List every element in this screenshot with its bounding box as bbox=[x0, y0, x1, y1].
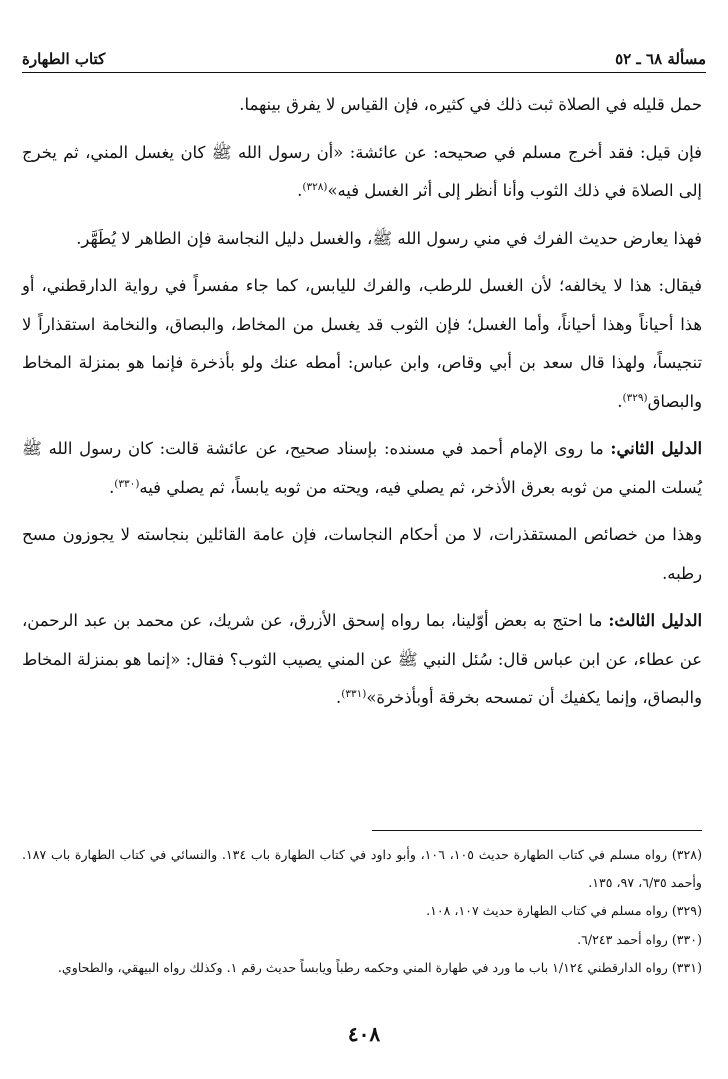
footnote-ref-330[interactable]: (٣٣٠) bbox=[114, 477, 140, 490]
paragraph-4-end: . bbox=[617, 391, 623, 411]
paragraph-6-text: وهذا من خصائص المستقذرات، لا من أحكام النجاسات، فإن عامة القائلين بنجاسته لا يجوزون مسح رطبه. bbox=[22, 525, 702, 583]
main-text bbox=[22, 86, 702, 727]
footnote-330: (٣٣٠) رواه أحمد ٦/٢٤٣. bbox=[577, 931, 702, 947]
header-chapter-title: كتاب الطهارة bbox=[22, 50, 106, 68]
footnote-ref-329[interactable]: (٣٢٩) bbox=[622, 391, 648, 404]
paragraph-6 bbox=[22, 516, 702, 593]
paragraph-5 bbox=[22, 430, 702, 507]
paragraph-2 bbox=[22, 134, 702, 211]
footnote-ref-328[interactable]: (٣٢٨) bbox=[302, 181, 328, 193]
running-header bbox=[22, 38, 706, 68]
paragraph-1 bbox=[22, 86, 702, 125]
footnote-ref-331[interactable]: (٣٣١) bbox=[341, 688, 367, 700]
evidence-two-heading: الدليل الثاني: bbox=[610, 439, 702, 458]
paragraph-2-end: . bbox=[297, 181, 303, 200]
paragraph-5-end: . bbox=[109, 477, 115, 497]
paragraph-7-end: . bbox=[336, 688, 342, 707]
paragraph-2-text: فإن قيل: فقد أخرج مسلم في صحيحه: عن عائشة: «أن رسول الله ﷺ كان يغسل المني، ثم يخرج إلى الصلاة في ذلك الثوب وأنا أنظر إلى أثر الغسل فيه» bbox=[22, 142, 702, 200]
footnote-331: (٣٣١) رواه الدارقطني ١/١٢٤ باب ما ورد في طهارة المني وحكمه رطباً ويابساً حديث رقم ١. وكذلك رواه البيهقي، والطحاوي. bbox=[57, 960, 702, 975]
header-issue-number: مسألة ٦٨ ـ ٥٢ bbox=[615, 50, 706, 68]
footnote-329: (٣٢٩) رواه مسلم في كتاب الطهارة حديث ١٠٧، ١٠٨. bbox=[426, 903, 702, 918]
page-number: ٤٠٨ bbox=[347, 1022, 381, 1046]
paragraph-7 bbox=[22, 602, 702, 718]
paragraph-3 bbox=[22, 220, 702, 259]
paragraph-4 bbox=[22, 267, 702, 421]
paragraph-1-text: حمل قليله في الصلاة ثبت ذلك في كثيره، فإن القياس لا يفرق بينهما. bbox=[239, 95, 702, 114]
header-rule bbox=[22, 72, 706, 73]
paragraph-7-text: ما احتج به بعض أوّلينا، بما رواه إسحق الأزرق، عن شريك، عن محمد بن عبد الرحمن، عن عطاء، عن ابن عباس قال: سُئل النبي ﷺ عن المني يصيب الثوب؟ فقال: «إنما هو بمنزلة المخاط والبصاق، وإنما يكفيك أن تمسحه بخرقة أوبأذخرة» bbox=[22, 611, 702, 707]
evidence-three-heading: الدليل الثالث: bbox=[608, 611, 702, 630]
paragraph-3-text: فهذا يعارض حديث الفرك في مني رسول الله ﷺ، والغسل دليل النجاسة فإن الطاهر لا يُطَهَّر. bbox=[76, 228, 702, 248]
paragraph-4-text: فيقال: هذا لا يخالفه؛ لأن الغسل للرطب، والفرك لليابس، كما جاء مفسراً في رواية الدارقطني، أو هذا أحياناً وهذا أحياناً، وأما الغسل؛ فإن الثوب قد يغسل من المخاط، والبصاق، والنخامة استقذاراً لا تنجيساً، ولهذا قال سعد بن أبي وقاص، وابن عباس: أمطه عنك ولو بأذخرة فإنما هو بمنزلة المخاط والبصاق bbox=[22, 276, 702, 411]
footnote-separator bbox=[372, 830, 702, 831]
footnote-328: (٣٢٨) رواه مسلم في كتاب الطهارة حديث ١٠٥، ١٠٦، وأبو داود في كتاب الطهارة باب ١٣٤. والنسائي في كتاب الطهارة باب ١٨٧. وأحمد ٦/٣٥، ٩٧، ١٣٥. bbox=[22, 847, 702, 890]
paragraph-5-text: ما روى الإمام أحمد في مسنده: بإسناد صحيح، عن عائشة قالت: كان رسول الله ﷺ يُسلت المني من ثوبه بعرق الأذخر، ثم يصلي فيه، ويحته من ثوبه يابساً، ثم يصلي فيه bbox=[22, 439, 702, 497]
footnotes bbox=[22, 841, 702, 983]
